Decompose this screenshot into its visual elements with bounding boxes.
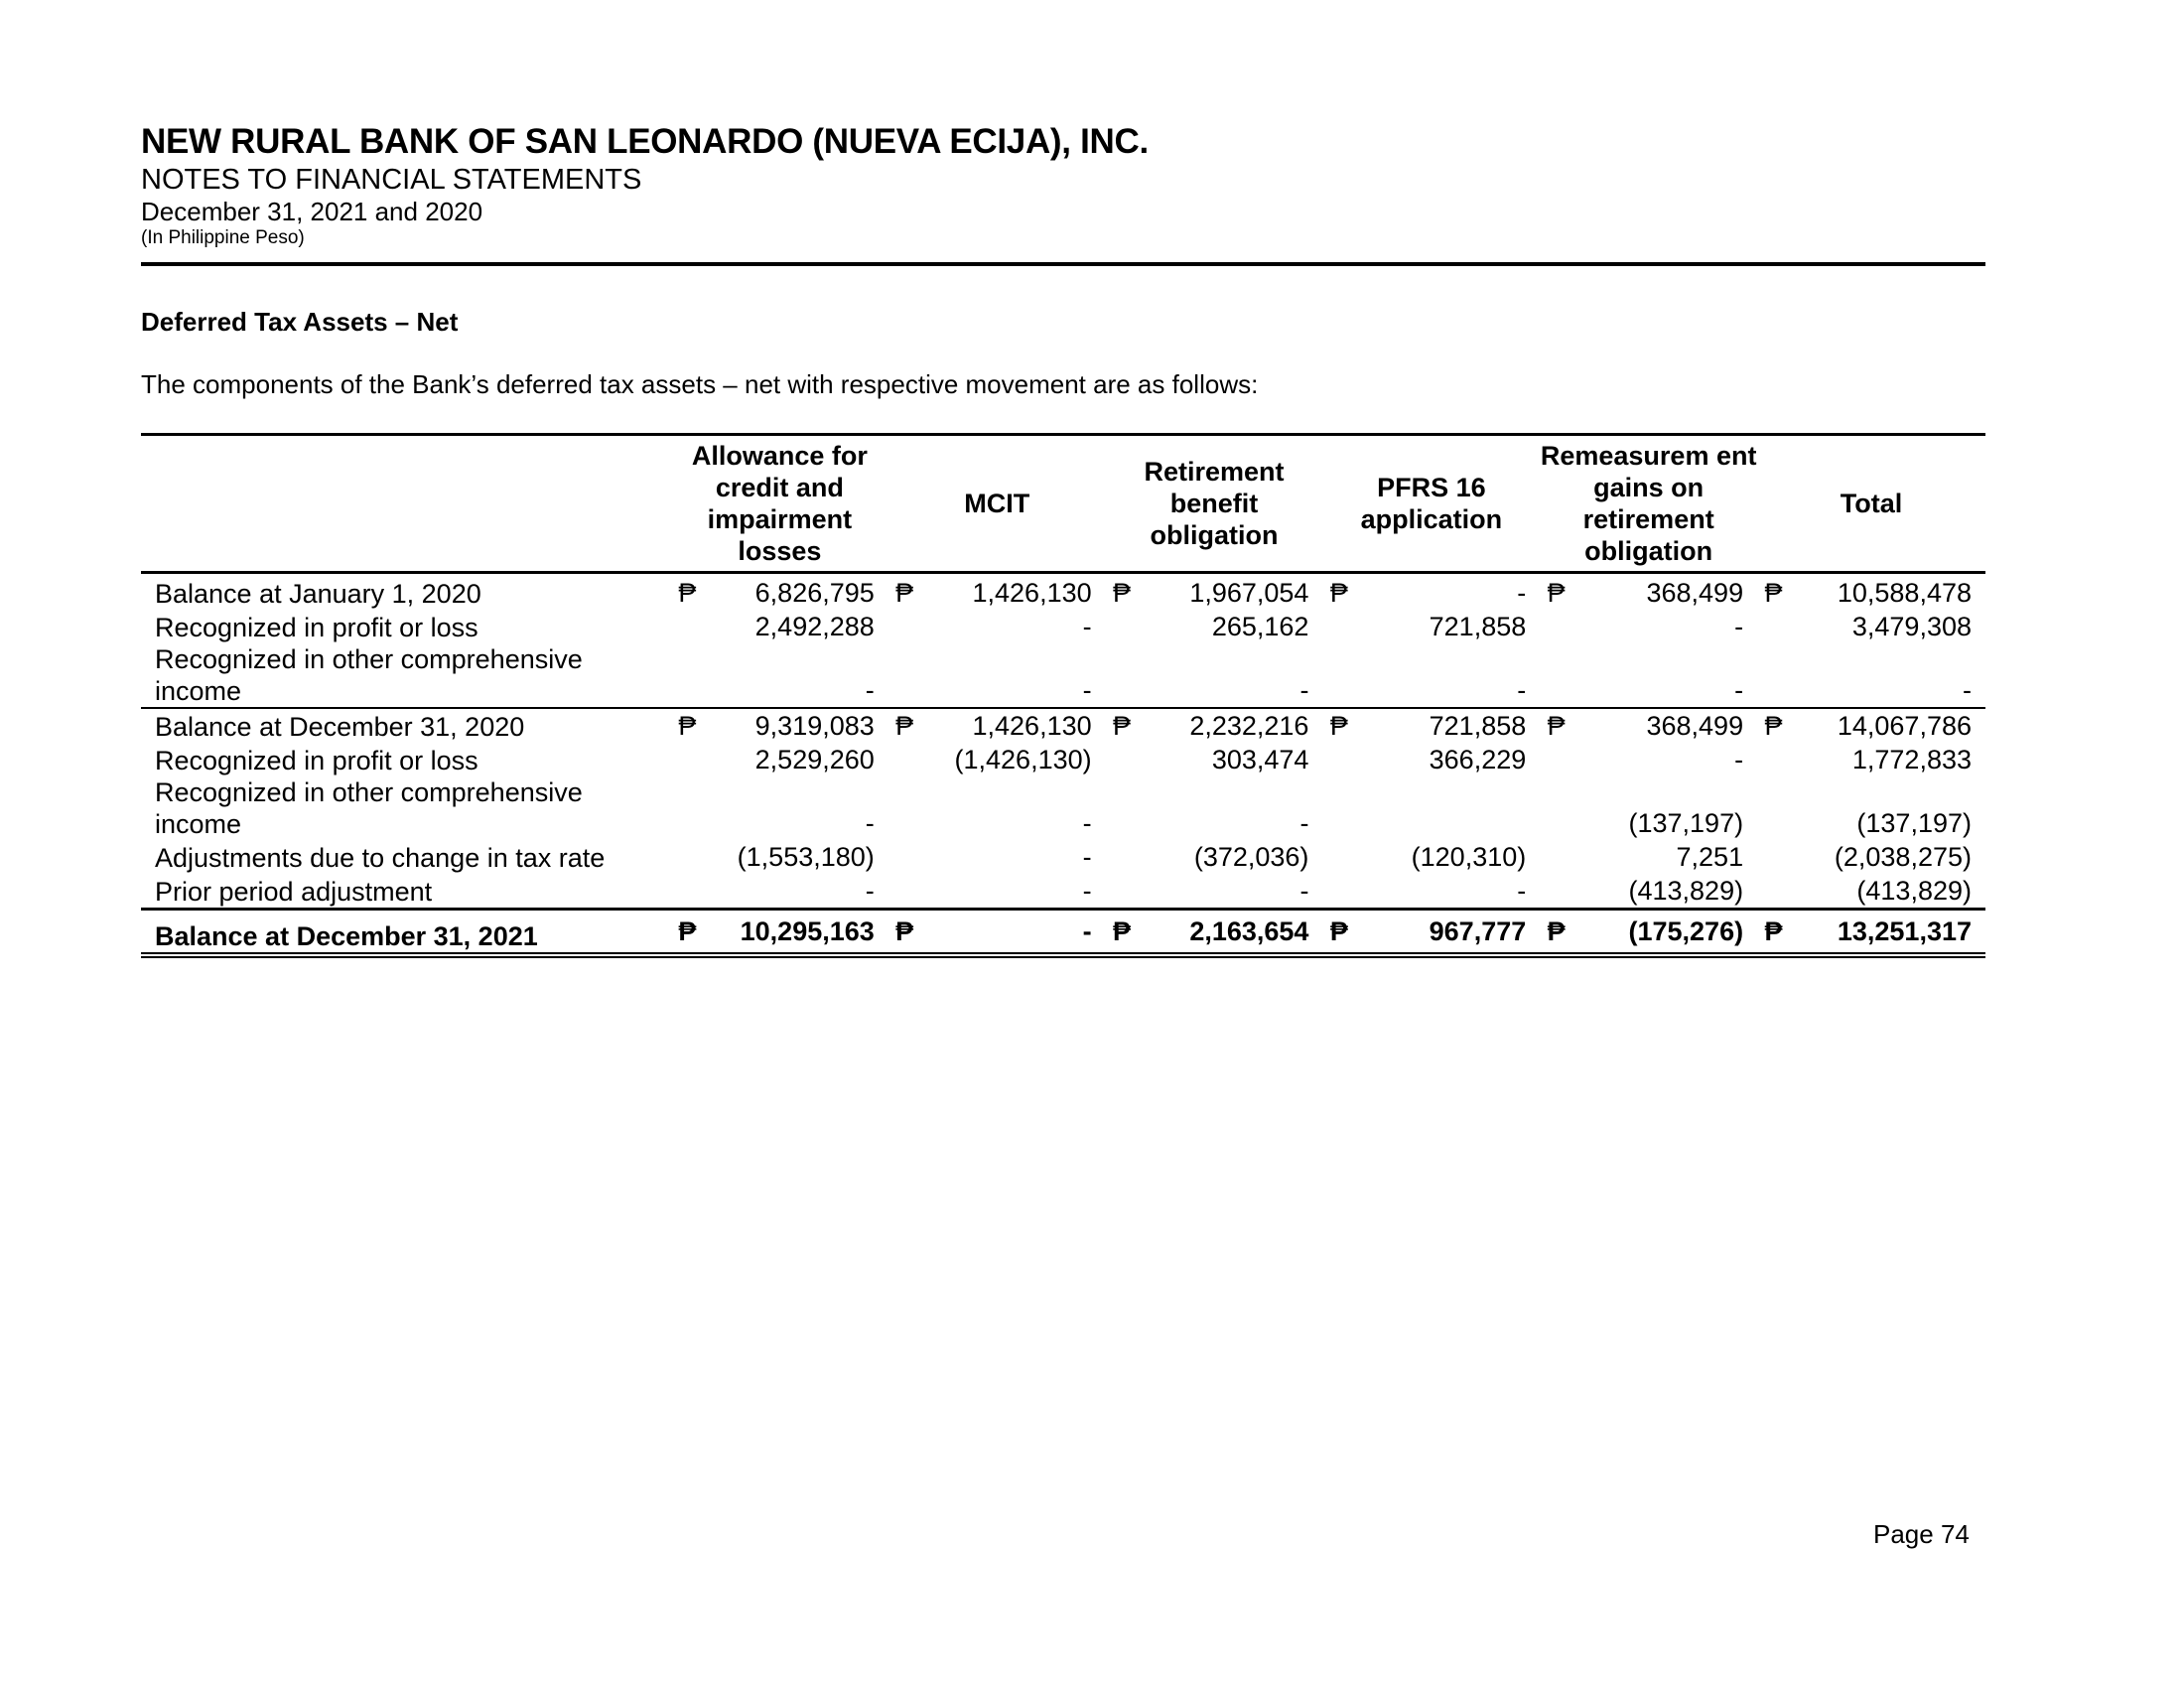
peso-sign: ₱ bbox=[1540, 708, 1572, 743]
row-value: 13,251,317 bbox=[1790, 910, 1985, 956]
peso-sign bbox=[1540, 840, 1572, 874]
row-value: 721,858 bbox=[1355, 708, 1540, 743]
peso-sign: ₱ bbox=[1764, 578, 1783, 608]
row-label: Recognized in other comprehensive income bbox=[155, 644, 583, 706]
currency-unit: (In Philippine Peso) bbox=[141, 227, 305, 249]
peso-sign: ₱ bbox=[671, 910, 704, 956]
column-header-allowance: Allowance for credit and impairment losses bbox=[671, 435, 888, 573]
column-header-pfrs16: PFRS 16 application bbox=[1322, 435, 1540, 573]
peso-sign bbox=[1757, 643, 1790, 708]
row-value: (1,426,130) bbox=[954, 745, 1092, 774]
peso-sign: ₱ bbox=[1547, 578, 1566, 608]
peso-sign bbox=[1322, 874, 1355, 910]
row-value: 967,777 bbox=[1355, 910, 1540, 956]
row-value bbox=[1355, 776, 1540, 840]
table-row bbox=[141, 573, 1985, 611]
table-row bbox=[141, 708, 1985, 743]
row-value: (413,829) bbox=[1628, 876, 1744, 906]
row-label: Balance at January 1, 2020 bbox=[155, 579, 481, 609]
row-value: 303,474 bbox=[1211, 745, 1309, 774]
row-value: 721,858 bbox=[1429, 612, 1527, 641]
row-value: 265,162 bbox=[1211, 612, 1309, 641]
row-value: 2,529,260 bbox=[754, 745, 875, 774]
peso-sign bbox=[1106, 743, 1139, 776]
peso-sign bbox=[888, 776, 921, 840]
row-value: - bbox=[1299, 808, 1309, 838]
reporting-period: December 31, 2021 and 2020 bbox=[141, 196, 483, 226]
company-name: NEW RURAL BANK OF SAN LEONARDO (NUEVA ECIJA), INC. bbox=[141, 122, 1149, 161]
peso-sign bbox=[671, 840, 704, 874]
row-value: - bbox=[1517, 578, 1527, 608]
table-row bbox=[141, 643, 1985, 708]
row-value: - bbox=[1299, 876, 1309, 906]
column-header-label bbox=[141, 435, 671, 573]
row-value: 2,163,654 bbox=[1138, 910, 1322, 956]
peso-sign: ₱ bbox=[678, 578, 697, 608]
row-label: Recognized in profit or loss bbox=[155, 613, 478, 642]
column-header-mcit: MCIT bbox=[888, 435, 1106, 573]
row-value: - bbox=[865, 876, 875, 906]
peso-sign bbox=[1106, 643, 1139, 708]
peso-sign bbox=[888, 643, 921, 708]
row-value: 14,067,786 bbox=[1790, 708, 1985, 743]
peso-sign bbox=[1757, 776, 1790, 840]
row-label: Balance at December 31, 2021 bbox=[141, 910, 671, 956]
row-value: - bbox=[1082, 675, 1092, 705]
row-value: 2,232,216 bbox=[1138, 708, 1322, 743]
table-row bbox=[141, 840, 1985, 874]
row-value: (137,197) bbox=[1628, 808, 1744, 838]
row-label: Adjustments due to change in tax rate bbox=[155, 843, 606, 873]
peso-sign bbox=[1757, 743, 1790, 776]
peso-sign bbox=[1322, 776, 1355, 840]
peso-sign bbox=[671, 610, 704, 643]
peso-sign bbox=[671, 743, 704, 776]
peso-sign bbox=[888, 874, 921, 910]
row-value: (175,276) bbox=[1572, 910, 1757, 956]
peso-sign: ₱ bbox=[1329, 578, 1348, 608]
peso-sign: ₱ bbox=[1757, 910, 1790, 956]
row-label: Recognized in profit or loss bbox=[155, 746, 478, 775]
row-value: (137,197) bbox=[1856, 808, 1972, 838]
row-value: 2,492,288 bbox=[754, 612, 875, 641]
peso-sign: ₱ bbox=[1322, 910, 1355, 956]
row-value: 1,967,054 bbox=[1189, 578, 1309, 608]
column-header-total: Total bbox=[1757, 435, 1985, 573]
row-value: 10,295,163 bbox=[704, 910, 888, 956]
peso-sign bbox=[1322, 743, 1355, 776]
document-subtitle: NOTES TO FINANCIAL STATEMENTS bbox=[141, 163, 642, 196]
row-label: Balance at December 31, 2020 bbox=[141, 708, 671, 743]
row-value: 1,772,833 bbox=[1851, 745, 1972, 774]
peso-sign bbox=[1106, 776, 1139, 840]
peso-sign bbox=[1540, 776, 1572, 840]
peso-sign bbox=[1757, 610, 1790, 643]
peso-sign bbox=[888, 610, 921, 643]
peso-sign: ₱ bbox=[1322, 708, 1355, 743]
peso-sign bbox=[671, 874, 704, 910]
table-row bbox=[141, 776, 1985, 840]
peso-sign: ₱ bbox=[1113, 578, 1132, 608]
peso-sign bbox=[1540, 743, 1572, 776]
peso-sign: ₱ bbox=[1757, 708, 1790, 743]
row-value: 10,588,478 bbox=[1837, 578, 1972, 608]
row-value: - bbox=[1734, 675, 1744, 705]
peso-sign bbox=[1106, 874, 1139, 910]
row-value: (2,038,275) bbox=[1834, 842, 1972, 872]
row-value: - bbox=[1517, 876, 1527, 906]
row-value: 9,319,083 bbox=[704, 708, 888, 743]
peso-sign bbox=[1540, 643, 1572, 708]
peso-sign: ₱ bbox=[1106, 910, 1139, 956]
section-title: Deferred Tax Assets – Net bbox=[141, 307, 459, 337]
peso-sign bbox=[888, 840, 921, 874]
row-value: 6,826,795 bbox=[754, 578, 875, 608]
table-row bbox=[141, 743, 1985, 776]
table-header-row bbox=[141, 435, 1985, 573]
table-row bbox=[141, 910, 1985, 956]
peso-sign bbox=[1757, 840, 1790, 874]
row-value: - bbox=[1082, 808, 1092, 838]
row-value: - bbox=[1082, 842, 1092, 872]
row-value: - bbox=[1082, 612, 1092, 641]
peso-sign: ₱ bbox=[1540, 910, 1572, 956]
row-value: 368,499 bbox=[1572, 708, 1757, 743]
column-header-remeasurement: Remeasurem ent gains on retirement obligation bbox=[1540, 435, 1757, 573]
peso-sign: ₱ bbox=[888, 708, 921, 743]
section-intro: The components of the Bank’s deferred tax assets – net with respective movement are as follows: bbox=[141, 369, 1259, 399]
peso-sign bbox=[1322, 610, 1355, 643]
peso-sign: ₱ bbox=[671, 708, 704, 743]
row-value: 368,499 bbox=[1646, 578, 1744, 608]
document-header bbox=[141, 123, 1985, 250]
row-value: - bbox=[1734, 612, 1744, 641]
row-value: (1,553,180) bbox=[737, 842, 875, 872]
deferred-tax-table bbox=[141, 433, 1985, 958]
table-row bbox=[141, 874, 1985, 910]
row-value: - bbox=[1734, 745, 1744, 774]
peso-sign bbox=[1106, 840, 1139, 874]
peso-sign: ₱ bbox=[888, 910, 921, 956]
row-value: - bbox=[1517, 675, 1527, 705]
peso-sign bbox=[1540, 874, 1572, 910]
row-value: 3,479,308 bbox=[1851, 612, 1972, 641]
peso-sign bbox=[1757, 874, 1790, 910]
peso-sign bbox=[1322, 643, 1355, 708]
peso-sign: ₱ bbox=[1106, 708, 1139, 743]
row-value: - bbox=[1082, 876, 1092, 906]
row-value: (413,829) bbox=[1856, 876, 1972, 906]
row-value: - bbox=[865, 808, 875, 838]
row-value: 366,229 bbox=[1429, 745, 1527, 774]
row-value: (120,310) bbox=[1411, 842, 1527, 872]
peso-sign bbox=[1540, 610, 1572, 643]
row-value: - bbox=[921, 910, 1106, 956]
peso-sign bbox=[1106, 610, 1139, 643]
peso-sign bbox=[671, 643, 704, 708]
row-value: (372,036) bbox=[1193, 842, 1309, 872]
row-value: 7,251 bbox=[1676, 842, 1744, 872]
page-number: Page 74 bbox=[1873, 1519, 1970, 1549]
row-label: Prior period adjustment bbox=[155, 877, 433, 907]
row-value: - bbox=[865, 675, 875, 705]
peso-sign: ₱ bbox=[895, 578, 914, 608]
peso-sign bbox=[1322, 840, 1355, 874]
column-header-retirement: Retirement benefit obligation bbox=[1106, 435, 1323, 573]
row-value: - bbox=[1299, 675, 1309, 705]
row-value: - bbox=[1963, 675, 1972, 705]
row-label: Recognized in other comprehensive income bbox=[155, 777, 583, 839]
peso-sign bbox=[671, 776, 704, 840]
table-row bbox=[141, 610, 1985, 643]
header-divider bbox=[141, 262, 1985, 266]
row-value: 1,426,130 bbox=[972, 578, 1092, 608]
peso-sign bbox=[888, 743, 921, 776]
row-value: 1,426,130 bbox=[921, 708, 1106, 743]
